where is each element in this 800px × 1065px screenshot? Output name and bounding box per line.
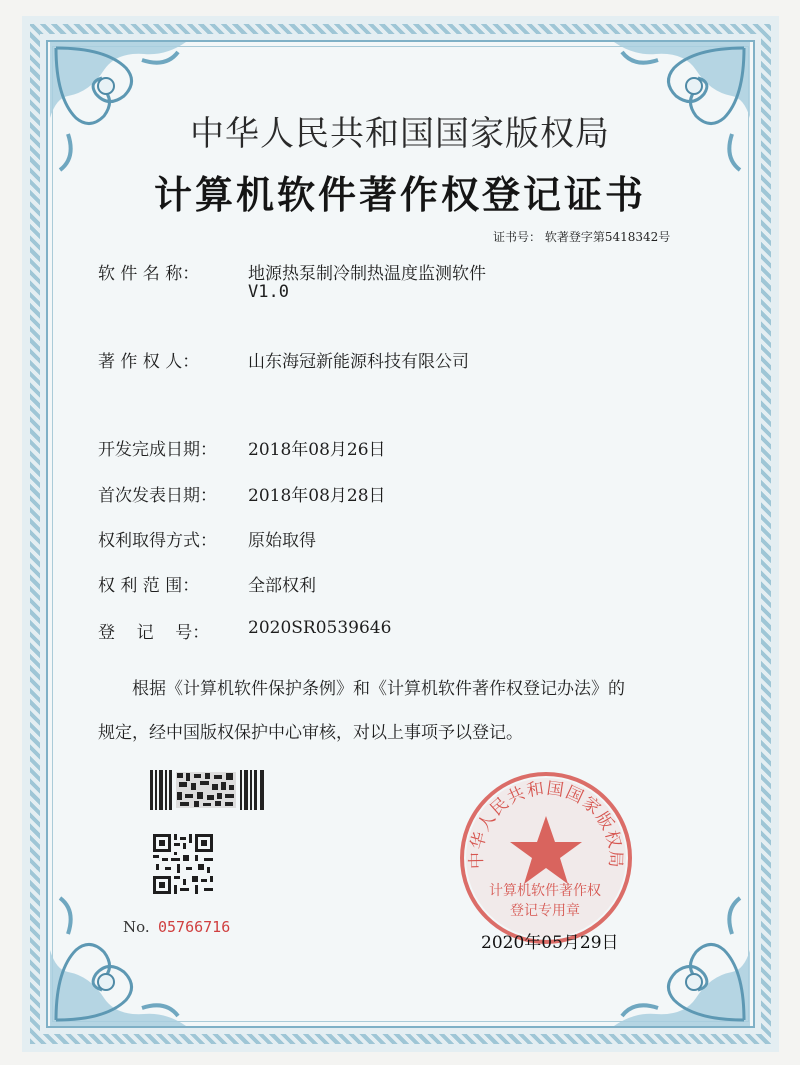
field-first-publication-date xyxy=(98,481,386,506)
field-value: 原始取得 xyxy=(248,531,316,551)
field-software-name xyxy=(98,259,486,302)
field-registration-number xyxy=(98,618,392,643)
statement-line-2: 规定，经中国版权保护中心审核，对以上事项予以登记。 xyxy=(98,723,523,743)
field-value: 山东海冠新能源科技有限公司 xyxy=(248,352,469,372)
seal-ring-text: 中华人民共和国国家版权局 xyxy=(466,778,626,870)
field-value: 地源热泵制冷制热温度监测软件 xyxy=(248,264,486,284)
field-label: 登 记 号： xyxy=(98,623,210,643)
field-label: 权利取得方式： xyxy=(98,531,217,551)
field-development-date xyxy=(98,435,386,460)
field-label: 软 件 名 称： xyxy=(98,264,200,284)
field-label: 开发完成日期： xyxy=(98,440,217,460)
field-label: 首次发表日期： xyxy=(98,486,217,506)
field-acquisition-method xyxy=(98,526,316,551)
field-label: 著 作 权 人： xyxy=(98,352,200,372)
barcode xyxy=(150,770,266,810)
qr-code xyxy=(153,834,213,894)
serial-number: 05766716 xyxy=(158,918,231,936)
field-copyright-owner xyxy=(98,347,469,372)
corner-ornament-bottom-left xyxy=(46,880,196,1030)
issue-date: 2020年05月29日 xyxy=(481,933,619,953)
software-version: V1.0 xyxy=(248,282,289,302)
field-label: 权 利 范 围： xyxy=(98,576,200,596)
field-rights-scope xyxy=(98,571,316,596)
field-value: 2018年08月26日 xyxy=(248,440,386,460)
field-value: 2018年08月28日 xyxy=(248,486,386,506)
serial-number-label: No. xyxy=(123,918,150,936)
seal-line-1: 计算机软件著作权 xyxy=(489,883,601,899)
field-value: 2020SR0539646 xyxy=(248,618,392,638)
statement-line-1: 根据《计算机软件保护条例》和《计算机软件著作权登记办法》的 xyxy=(132,679,625,699)
seal-line-2: 登记专用章 xyxy=(510,903,580,919)
issuing-authority: 中华人民共和国国家版权局 xyxy=(190,114,610,154)
field-value: 全部权利 xyxy=(248,576,316,596)
certificate-number: 证书号： 软著登字第5418342号 xyxy=(493,230,671,244)
certificate-title: 计算机软件著作权登记证书 xyxy=(153,172,646,217)
